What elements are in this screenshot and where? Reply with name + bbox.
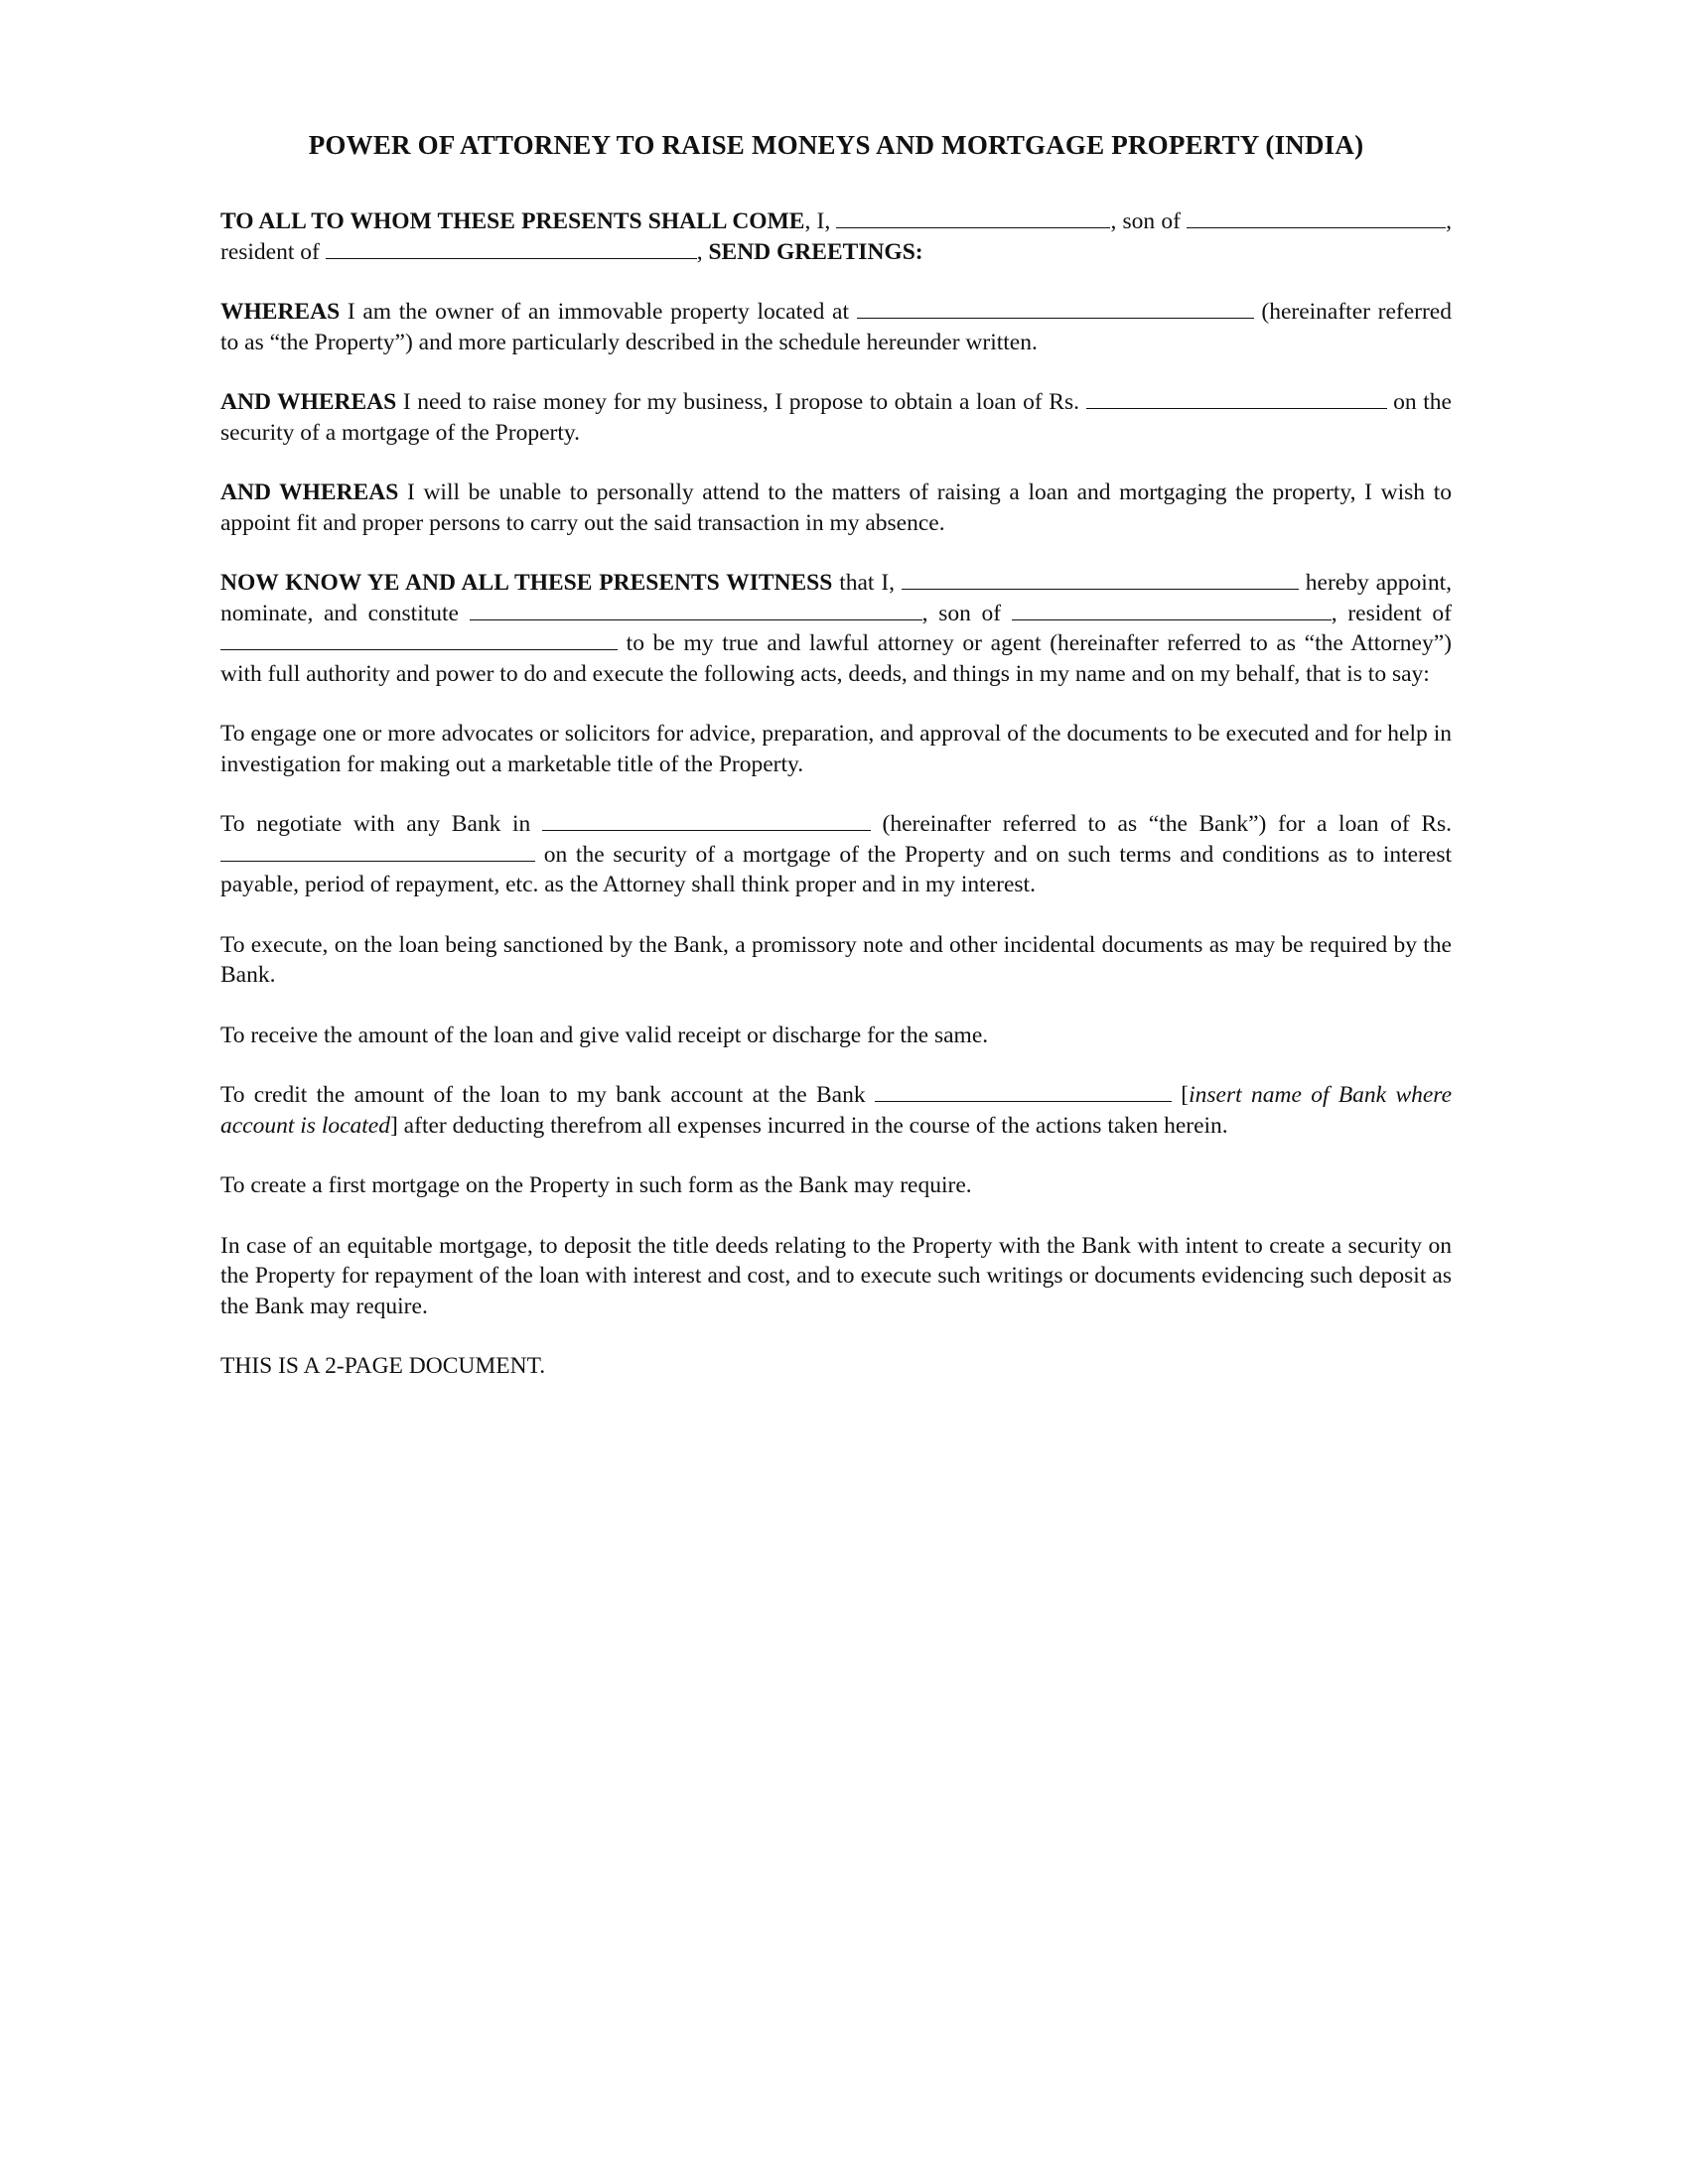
property-location-blank[interactable] [857,298,1254,319]
text: I am the owner of an immovable property located at [340,299,857,325]
bold-lead: NOW KNOW YE AND ALL THESE PRESENTS WITNESS [220,570,833,596]
preamble-paragraph [220,206,1452,267]
whereas-property-paragraph [220,297,1452,357]
text: , I, [804,208,837,234]
text: , son of [1110,208,1188,234]
bold-lead: AND WHEREAS [220,479,399,505]
receive-paragraph: To receive the amount of the loan and give valid receipt or discharge for the same. [220,1022,989,1048]
text: To credit the amount of the loan to my bank account at the Bank [220,1082,875,1108]
grantor-name-blank[interactable] [836,207,1110,228]
text: , [696,238,709,265]
grantor-father-blank[interactable] [1187,207,1446,228]
attorney-name-blank[interactable] [470,600,922,620]
whereas-absence-paragraph [220,478,1452,538]
text: I need to raise money for my business, I propose to obtain a loan of Rs. [396,389,1086,415]
text: ] after deducting therefrom all expenses incurred in the course of the actions taken herein. [389,1112,1228,1139]
bold-lead: WHEREAS [220,299,341,325]
bold-lead: TO ALL TO WHOM THESE PRESENTS SHALL COME [220,208,805,234]
attorney-father-blank[interactable] [1012,600,1332,620]
attorney-residence-blank[interactable] [220,629,618,650]
text: (hereinafter referred to as “the Property”) and more particularly described in the schedule hereunder written. [220,299,1452,355]
first-mortgage-paragraph: To create a first mortgage on the Property in such form as the Bank may require. [220,1172,972,1198]
text: on the security of a mortgage of the Property. [220,389,1452,446]
bold-lead: AND WHEREAS [220,389,397,415]
text: that I, [832,570,902,596]
bank-location-blank[interactable] [542,810,871,831]
text: I will be unable to personally attend to the matters of raising a loan and mortgaging the property, I wish to appoint fit and proper persons to carry out the said transaction in my absence. [220,479,1452,536]
principal-name-blank[interactable] [902,569,1299,590]
execute-paragraph: To execute, on the loan being sanctioned by the Bank, a promissory note and other incidental documents as may be required by the Bank. [220,931,1452,988]
text: hereby appoint, nominate, and constitute [220,570,1452,626]
bank-name-blank[interactable] [875,1081,1172,1102]
grantor-residence-blank[interactable] [326,238,697,259]
page-count-note: THIS IS A 2-PAGE DOCUMENT. [220,1353,546,1379]
text: To negotiate with any Bank in [220,811,542,837]
text: (hereinafter referred to as “the Bank”) for a loan of Rs. [870,811,1453,837]
loan-amount-blank[interactable] [1086,388,1387,409]
text: , son of [921,600,1012,626]
document-page [220,127,1452,1412]
text: , resident of [220,208,1453,265]
negotiate-paragraph [220,809,1452,900]
instruction-note: insert name of Bank where account is located [220,1082,1453,1139]
text: on the security of a mortgage of the Property and on such terms and conditions as to interest payable, period of repayment, etc. as the Attorney shall think proper and in my interest. [220,841,1452,897]
loan-amount-blank-2[interactable] [220,841,535,862]
text: , resident of [1331,600,1452,626]
whereas-loan-paragraph [220,387,1452,448]
send-greetings: SEND GREETINGS: [708,238,923,265]
text: [ [1171,1082,1190,1108]
text: to be my true and lawful attorney or agent (hereinafter referred to as “the Attorney”) with full authority and power to do and execute the following acts, deeds, and things in my name and on my behalf, that is to say: [220,630,1452,687]
advocates-paragraph: To engage one or more advocates or solicitors for advice, preparation, and approval of the documents to be executed and for help in investigation for making out a marketable title of the Property. [220,721,1452,777]
document-title: POWER OF ATTORNEY TO RAISE MONEYS AND MORTGAGE PROPERTY (INDIA) [308,130,1364,160]
equitable-mortgage-paragraph: In case of an equitable mortgage, to deposit the title deeds relating to the Property with the Bank with intent to create a security on the Property for repayment of the loan with interest and cost, and to execute such writings or documents evidencing such deposit as the Bank may require. [220,1232,1452,1319]
appointment-paragraph [220,568,1452,689]
credit-paragraph [220,1080,1452,1141]
